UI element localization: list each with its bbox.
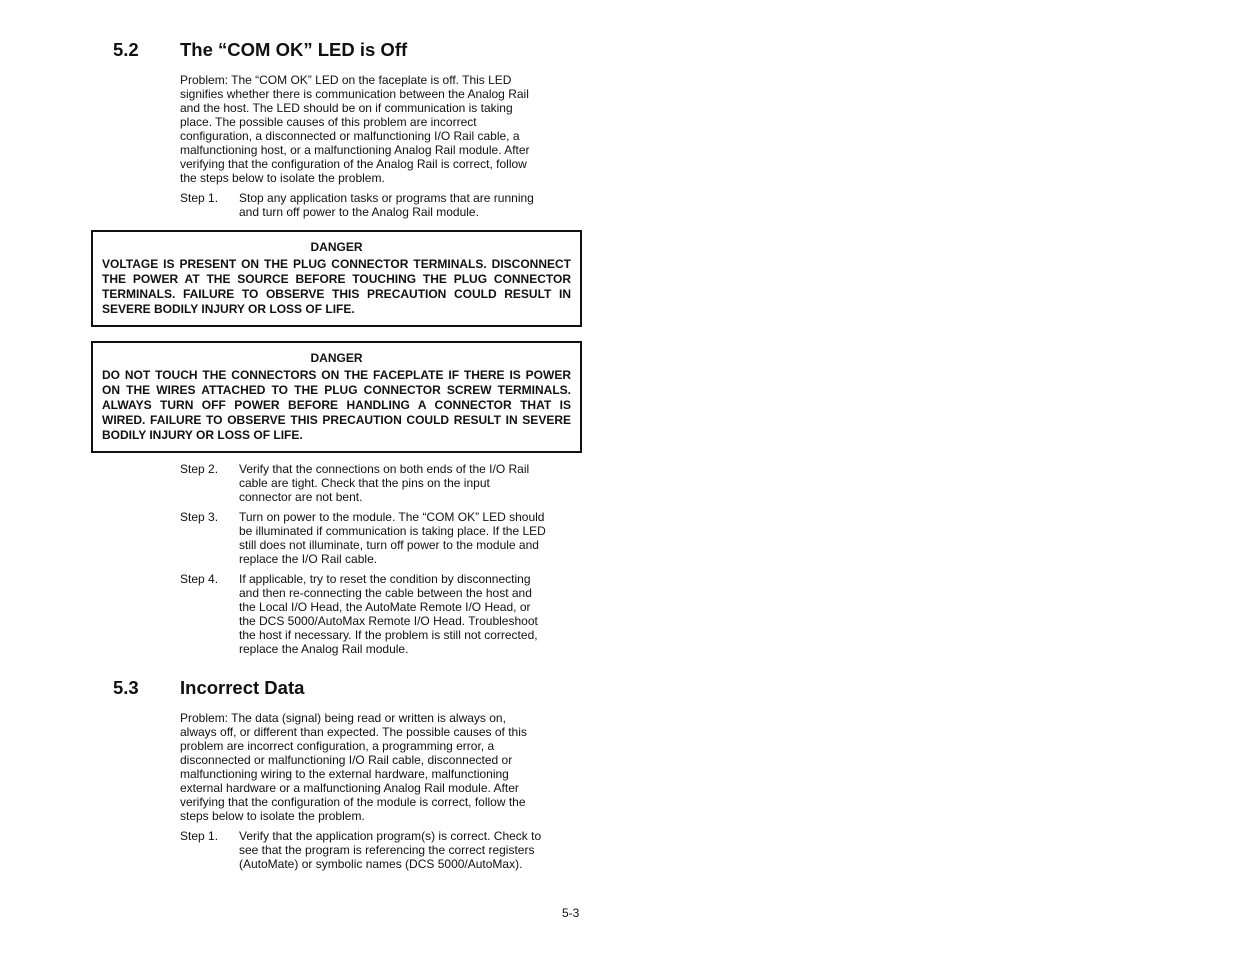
text-line: the Local I/O Head, the AutoMate Remote I/O Head, or xyxy=(239,600,531,614)
text-line: ON THE WIRES ATTACHED TO THE PLUG CONNECTOR SCREW TERMINALS. xyxy=(102,383,571,397)
text-line: and then re-connecting the cable between the host and xyxy=(239,586,532,600)
text-line: THE POWER AT THE SOURCE BEFORE TOUCHING THE PLUG CONNECTOR xyxy=(102,272,571,286)
text-line: Turn on power to the module. The “COM OK” LED should xyxy=(239,510,545,524)
text-line: connector are not bent. xyxy=(239,490,363,504)
text-line: be illuminated if communication is taking place. If the LED xyxy=(239,524,546,538)
step-text xyxy=(239,572,569,656)
step-text xyxy=(239,191,569,219)
danger-heading: DANGER xyxy=(310,240,363,254)
text-line: Problem: The “COM OK” LED on the faceplate is off. This LED xyxy=(180,73,512,87)
problem-paragraph xyxy=(180,711,560,823)
text-line: the DCS 5000/AutoMax Remote I/O Head. Troubleshoot xyxy=(239,614,538,628)
step-label: Step 4. xyxy=(180,572,219,586)
text-line: TERMINALS. FAILURE TO OBSERVE THIS PRECAUTION COULD RESULT IN xyxy=(102,287,571,301)
section-title: Incorrect Data xyxy=(180,677,305,698)
text-line: cable are tight. Check that the pins on the input xyxy=(239,476,490,490)
text-line: replace the I/O Rail cable. xyxy=(239,552,378,566)
text-line: configuration, a disconnected or malfunctioning I/O Rail cable, a xyxy=(180,129,520,143)
text-line: the host if necessary. If the problem is still not corrected, xyxy=(239,628,538,642)
text-line: always off, or different than expected. The possible causes of this xyxy=(180,725,527,739)
danger-box-1 xyxy=(91,230,582,327)
text-line: replace the Analog Rail module. xyxy=(239,642,409,656)
text-line: VOLTAGE IS PRESENT ON THE PLUG CONNECTOR TERMINALS. DISCONNECT xyxy=(102,257,571,271)
text-line: DO NOT TOUCH THE CONNECTORS ON THE FACEPLATE IF THERE IS POWER xyxy=(102,368,571,382)
text-line: and the host. The LED should be on if communication is taking xyxy=(180,101,513,115)
text-line: disconnected or malfunctioning I/O Rail cable, disconnected or xyxy=(180,753,513,767)
text-line: verifying that the configuration of the module is correct, follow the xyxy=(180,795,526,809)
section-number: 5.3 xyxy=(113,677,139,698)
text-line: If applicable, try to reset the condition by disconnecting xyxy=(239,572,531,586)
text-line: Problem: The data (signal) being read or written is always on, xyxy=(180,711,506,725)
text-line: problem are incorrect configuration, a programming error, a xyxy=(180,739,495,753)
text-line: signifies whether there is communication between the Analog Rail xyxy=(180,87,529,101)
section-title: The “COM OK” LED is Off xyxy=(180,39,408,60)
text-line: the steps below to isolate the problem. xyxy=(180,171,385,185)
danger-heading: DANGER xyxy=(310,351,363,365)
text-line: and turn off power to the Analog Rail module. xyxy=(239,205,479,219)
page-number: 5-3 xyxy=(562,906,580,920)
text-line: external hardware or a malfunctioning Analog Rail module. After xyxy=(180,781,519,795)
text-line: still does not illuminate, turn off power to the module and xyxy=(239,538,539,552)
step-label: Step 3. xyxy=(180,510,219,524)
problem-paragraph xyxy=(180,73,560,185)
danger-text xyxy=(102,257,571,317)
text-line: verifying that the configuration of the Analog Rail is correct, follow xyxy=(180,157,527,171)
text-line: ALWAYS TURN OFF POWER BEFORE HANDLING A CONNECTOR THAT IS xyxy=(102,398,571,412)
text-line: place. The possible causes of this problem are incorrect xyxy=(180,115,477,129)
step-text xyxy=(239,510,569,566)
step-text xyxy=(239,462,569,504)
step-label: Step 1. xyxy=(180,829,219,843)
text-line: SEVERE BODILY INJURY OR LOSS OF LIFE. xyxy=(102,302,355,316)
text-line: steps below to isolate the problem. xyxy=(180,809,365,823)
text-line: WIRED. FAILURE TO OBSERVE THIS PRECAUTION COULD RESULT IN SEVERE xyxy=(102,413,571,427)
step-text xyxy=(239,829,569,871)
text-line: Verify that the connections on both ends of the I/O Rail xyxy=(239,462,530,476)
danger-text xyxy=(102,368,571,443)
danger-box-2 xyxy=(91,341,582,453)
text-line: see that the program is referencing the correct registers xyxy=(239,843,535,857)
text-line: Stop any application tasks or programs that are running xyxy=(239,191,534,205)
text-line: malfunctioning host, or a malfunctioning Analog Rail module. After xyxy=(180,143,530,157)
section-number: 5.2 xyxy=(113,39,139,60)
text-line: Verify that the application program(s) is correct. Check to xyxy=(239,829,542,843)
text-line: BODILY INJURY OR LOSS OF LIFE. xyxy=(102,428,303,442)
text-line: (AutoMate) or symbolic names (DCS 5000/AutoMax). xyxy=(239,857,523,871)
step-label: Step 1. xyxy=(180,191,219,205)
step-label: Step 2. xyxy=(180,462,219,476)
text-line: malfunctioning wiring to the external hardware, malfunctioning xyxy=(180,767,509,781)
